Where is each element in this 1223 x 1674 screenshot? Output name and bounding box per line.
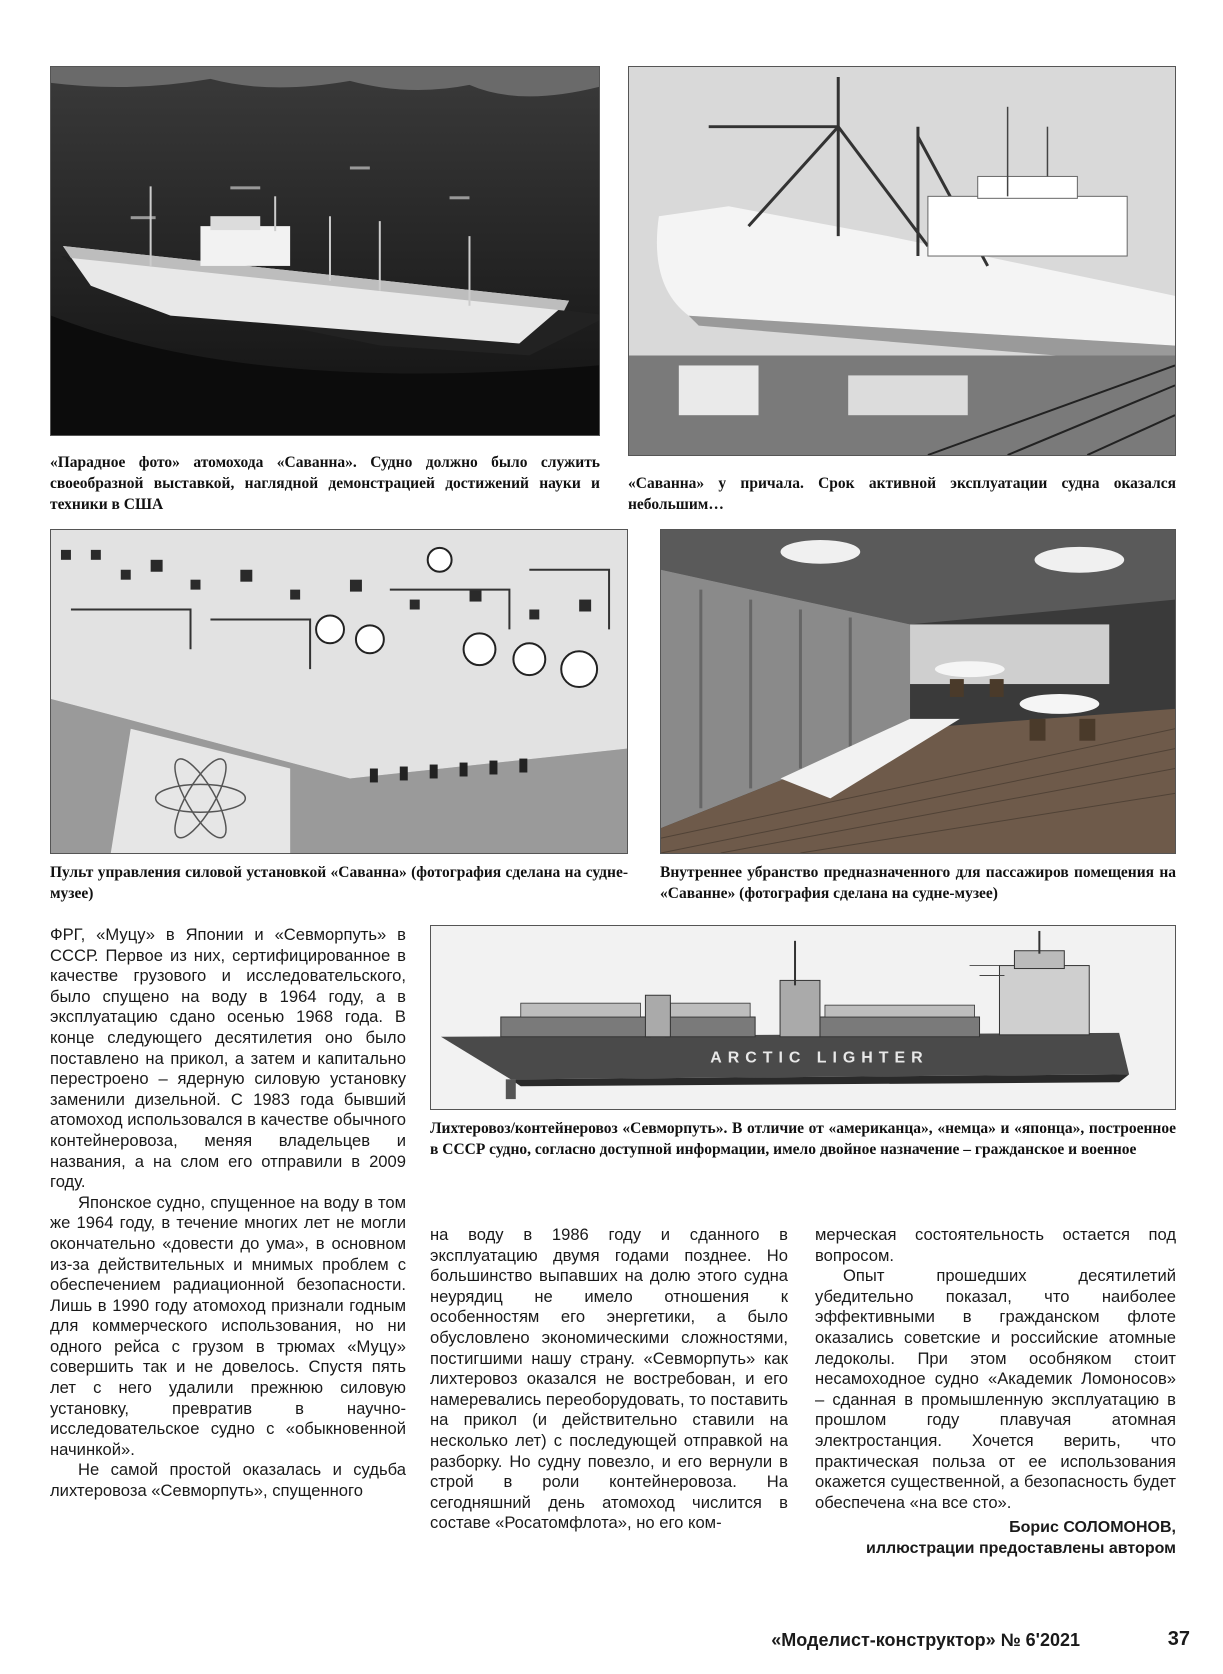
author-name: Борис СОЛОМОНОВ, (1009, 1519, 1176, 1537)
caption-sevmorput: Лихтеровоз/контейнеровоз «Севморпуть». В отличие от «американца», «немца» и «японца», построенное в СССР судно, согласно доступной информации, имело двойное назначение – гражданское и военное (430, 1120, 1176, 1158)
illustration-credit: иллюстрации предоставлены автором (865, 1540, 1176, 1558)
photo-control-console (50, 529, 628, 854)
hull-lettering: ARCTIC LIGHTER (710, 1049, 929, 1067)
caption-savannah-pier: «Саванна» у причала. Срок активной эксплуатации судна оказался небольшим… (628, 475, 1176, 513)
article-column-1 (50, 925, 406, 1502)
photo-sevmorput-drawing (430, 925, 1176, 1110)
article-paragraph: ФРГ, «Муцу» в Японии и «Севморпуть» в СССР. Первое из них, сертифицированное в качестве грузового и исследовательского, было спущено на воду в 1964 году, а в эксплуатацию сдано осенью 1968 года. В конце следующего десятилетия оно было поставлено на прикол, а затем и капитально перестроено – ядерную силовую установку заменили дизельной. С 1983 года бывший атомоход использовался в качестве обычного контейнеровоза, меняя владельцев и названия, а на слом его отправили в 2009 году. (50, 925, 406, 1192)
caption-passenger-lounge: Внутреннее убранство предназначенного для пассажиров помещения на «Саванне» (фотография сделана на судне-музее) (660, 864, 1176, 902)
caption-savannah-parade: «Парадное фото» атомохода «Саванна». Судно должно было служить своеобразной выставкой, наглядной демонстрацией достижений науки и техники в США (50, 454, 600, 513)
article-column-2 (430, 1225, 788, 1534)
article-paragraph: Не самой простой оказалась и судьба лихтеровоза «Севморпуть», спущенного (50, 1460, 406, 1501)
article-paragraph: на воду в 1986 году и сданного в эксплуатацию двумя годами позднее. Но большинство выпавших на долю этого судна неурядиц не имело отношения к особенностям его энергетики, а было обусловлено экономическими сложностями, постигшими нашу страну. «Севморпуть» как лихтеровоз оказался не востребован, и его намеревались переоборудовать, то поставить на прикол (и действительно ставили на несколько лет) с последующей отправкой на разборку. Но судну повезло, и его вернули в строй в роли контейнеровоза. На сегодняшний день атомоход числится в составе «Росатомфлота», но его ком- (430, 1225, 788, 1533)
article-paragraph: Японское судно, спущенное на воду в том же 1964 году, в течение многих лет не могли окончательно «довести до ума», в основном из-за действительных и мнимых проблем с обеспечением радиационной безопасности. Лишь в 1990 году атомоход признали годным для коммерческого использования, но ни одного рейса с грузом в трюмах «Муцу» совершить так и не довелось. Спустя пять лет с него удалили прежнюю силовую установку, превратив в научно-исследовательское судно с «обыкновенной начинкой». (50, 1192, 406, 1459)
article-column-3 (815, 1225, 1176, 1559)
magazine-issue: «Моделист-конструктор» № 6'2021 (771, 1630, 1080, 1650)
page-number: 37 (1167, 1628, 1190, 1650)
photo-passenger-lounge (660, 529, 1176, 854)
caption-control-console: Пульт управления силовой установкой «Саванна» (фотография сделана на судне-музее) (50, 864, 628, 902)
article-paragraph: Опыт прошедших десятилетий убедительно показал, что наиболее эффективными в гражданском флоте оказались советские и российские атомные ледоколы. При этом особняком стоит несамоходное судно «Академик Ломоносов» – сданная в промышленную эксплуатацию в прошлом году плавучая атомная электростанция. Хочется верить, что практическая польза от ее использования окажется существенной, а безопасность будет обеспечена «на все сто». (815, 1266, 1176, 1512)
photo-savannah-at-sea (50, 66, 600, 436)
article-paragraph: мерческая состоятельность остается под вопросом. (815, 1225, 1176, 1265)
photo-savannah-at-pier (628, 66, 1176, 456)
